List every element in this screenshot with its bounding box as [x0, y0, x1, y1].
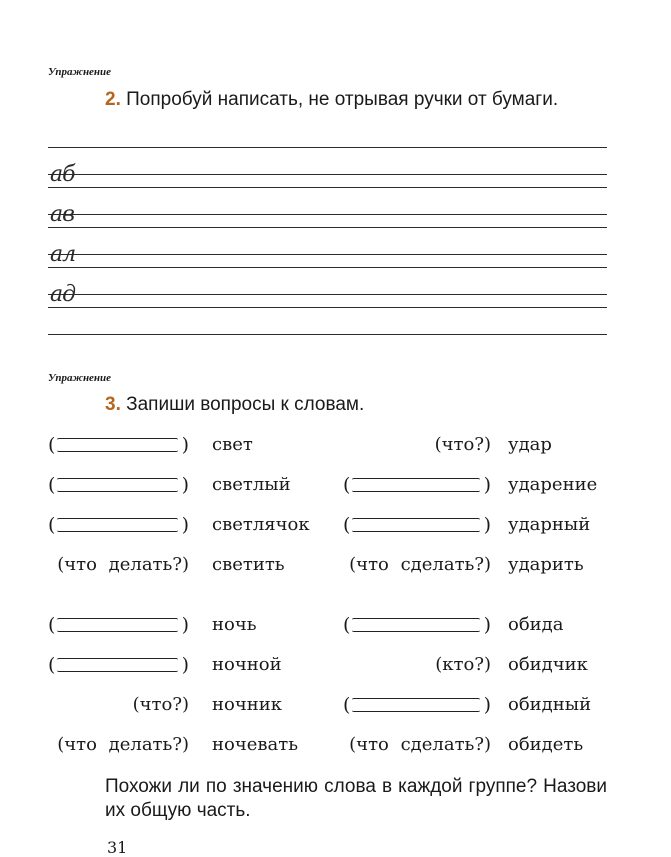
writing-line [48, 147, 607, 148]
answer-blank[interactable] [343, 514, 491, 536]
exercise-text: Попробуй написать, не отрывая ручки от бумаги. [126, 89, 559, 110]
open-paren: ( [48, 474, 56, 496]
question-label: (кто?) [435, 654, 491, 675]
blank-box[interactable] [57, 478, 178, 492]
blank-box[interactable] [57, 438, 178, 452]
word: свет [212, 434, 253, 455]
answer-blank[interactable] [343, 614, 491, 636]
word: светлячок [212, 514, 310, 535]
exercise-text: Запиши вопросы к словам. [126, 394, 365, 415]
answer-blank[interactable] [48, 474, 189, 496]
close-paren: ) [181, 514, 189, 536]
question-label: (что делать?) [57, 734, 189, 755]
close-paren: ) [181, 474, 189, 496]
word: ударение [508, 474, 598, 495]
blank-box[interactable] [352, 618, 480, 632]
blank-box[interactable] [57, 658, 178, 672]
question-label: (что делать?) [57, 554, 189, 575]
word: ночь [212, 614, 257, 635]
open-paren: ( [48, 654, 56, 676]
answer-blank[interactable] [48, 654, 189, 676]
close-paren: ) [483, 514, 491, 536]
word: ударный [508, 514, 591, 535]
word: светлый [212, 474, 291, 495]
close-paren: ) [181, 614, 189, 636]
close-paren: ) [483, 474, 491, 496]
writing-line [48, 307, 607, 308]
answer-blank[interactable] [48, 614, 189, 636]
open-paren: ( [343, 474, 351, 496]
answer-blank[interactable] [343, 474, 491, 496]
word: ударить [508, 554, 584, 575]
word: обида [508, 614, 564, 635]
answer-blank[interactable] [48, 434, 189, 456]
open-paren: ( [48, 434, 56, 456]
close-paren: ) [483, 694, 491, 716]
footer-question: Похожи ли по значению слова в каждой группе? Назови их общую часть. [105, 776, 607, 821]
cursive-sample: ал [50, 242, 76, 267]
cursive-sample: ад [50, 282, 76, 307]
question-label: (что сделать?) [349, 734, 491, 755]
open-paren: ( [343, 694, 351, 716]
cursive-sample: ав [50, 202, 74, 227]
word: ночевать [212, 734, 299, 755]
word: удар [508, 434, 552, 455]
writing-line [48, 267, 607, 268]
blank-box[interactable] [57, 618, 178, 632]
writing-line [48, 334, 607, 335]
exercise-2-title [105, 88, 607, 112]
word: ночной [212, 654, 282, 675]
cursive-sample: аб [50, 162, 75, 187]
open-paren: ( [343, 614, 351, 636]
exercise-number: 2. [105, 89, 121, 110]
question-label: (что?) [434, 434, 491, 455]
writing-line [48, 174, 607, 175]
word: обидчик [508, 654, 588, 675]
open-paren: ( [48, 514, 56, 536]
blank-box[interactable] [352, 518, 480, 532]
writing-line [48, 294, 607, 295]
close-paren: ) [181, 654, 189, 676]
writing-line [48, 214, 607, 215]
blank-box[interactable] [57, 518, 178, 532]
blank-box[interactable] [352, 698, 480, 712]
answer-blank[interactable] [343, 694, 491, 716]
exercise-label: Упражнение [48, 66, 112, 78]
answer-blank[interactable] [48, 514, 189, 536]
close-paren: ) [483, 614, 491, 636]
question-label: (что сделать?) [349, 554, 491, 575]
writing-line [48, 227, 607, 228]
exercise-label: Упражнение [48, 372, 112, 384]
open-paren: ( [343, 514, 351, 536]
word: светить [212, 554, 285, 575]
word: ночник [212, 694, 282, 715]
word: обидеть [508, 734, 584, 755]
page-number: 31 [107, 838, 128, 857]
question-label: (что?) [132, 694, 189, 715]
blank-box[interactable] [352, 478, 480, 492]
close-paren: ) [181, 434, 189, 456]
exercise-number: 3. [105, 394, 121, 415]
exercise-3-title [105, 393, 607, 417]
word: обидный [508, 694, 592, 715]
open-paren: ( [48, 614, 56, 636]
writing-line [48, 254, 607, 255]
writing-line [48, 187, 607, 188]
